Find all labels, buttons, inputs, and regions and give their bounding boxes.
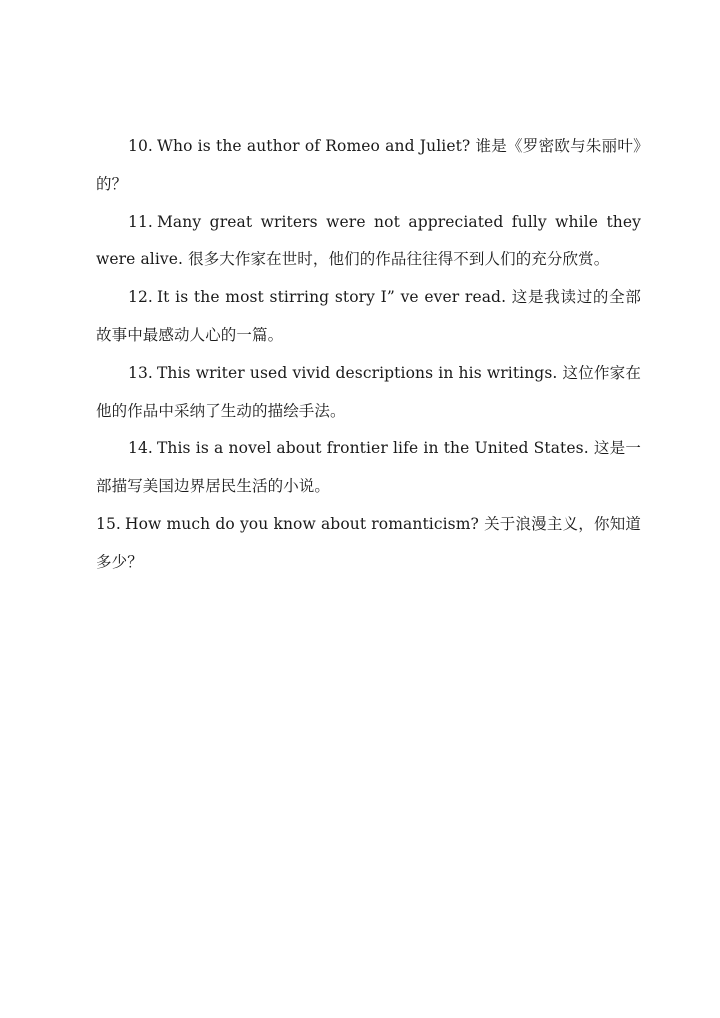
item-text: It is the most stirring story I” ve ever read. 这是我读过的全部故事中最感动人心的一篇。 — [96, 288, 641, 344]
sentence-item-15 — [96, 506, 641, 582]
document-page — [96, 128, 641, 582]
item-text: How much do you know about romanticism? 关于浪漫主义，你知道多少？ — [96, 514, 641, 571]
item-text: Who is the author of Romeo and Juliet? 谁是《罗密欧与朱丽叶》的？ — [96, 137, 641, 193]
item-number: 14. — [128, 439, 153, 458]
item-number: 15. — [96, 514, 121, 533]
sentence-item-11 — [96, 204, 641, 280]
item-number: 11. — [128, 212, 153, 231]
sentence-item-12 — [96, 279, 641, 355]
sentence-item-13 — [96, 355, 641, 431]
sentence-item-10 — [96, 128, 641, 204]
item-text: Many great writers were not appreciated fully while they were alive. 很多大作家在世时，他们的作品往往得不到人们的充分欣赏。 — [96, 212, 641, 269]
item-text: This is a novel about frontier life in the United States. 这是一部描写美国边界居民生活的小说。 — [96, 439, 641, 496]
item-text: This writer used vivid descriptions in his writings. 这位作家在他的作品中采纳了生动的描绘手法。 — [96, 363, 641, 420]
item-number: 12. — [128, 288, 153, 307]
item-number: 13. — [128, 363, 153, 382]
item-number: 10. — [128, 137, 153, 155]
sentence-item-14 — [96, 430, 641, 506]
